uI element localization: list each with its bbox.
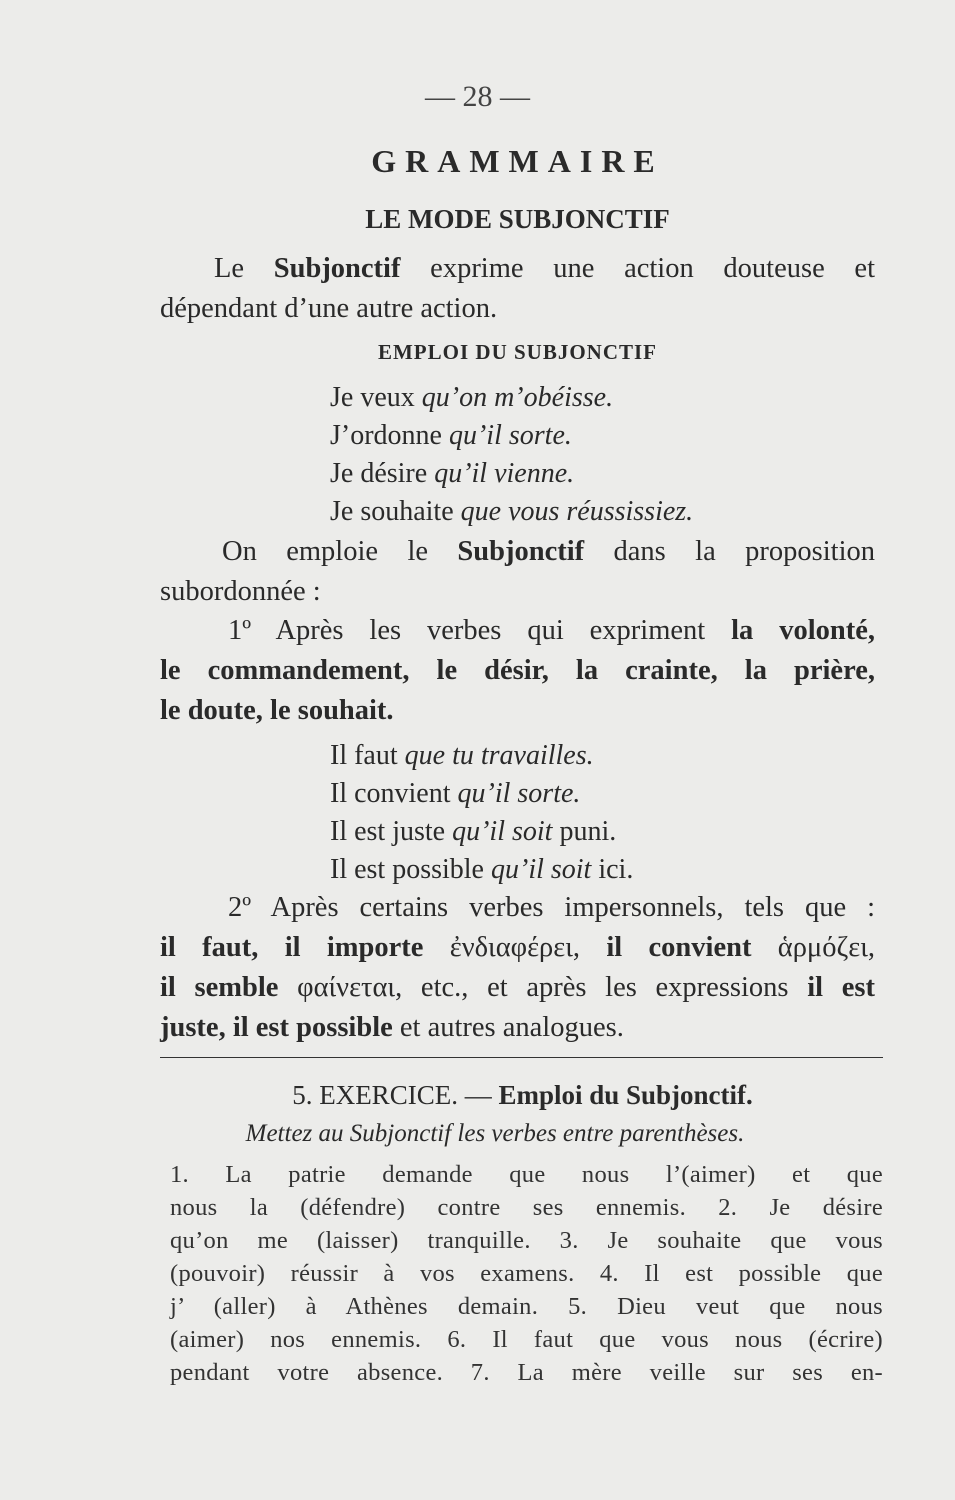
usage-line-2: subordonnée :	[160, 576, 321, 607]
usage-line-1: On emploie le Subjonctif dans la proposition	[222, 536, 875, 567]
chapter-heading: GRAMMAIRE	[371, 143, 664, 179]
example-line: Je souhaite que vous réussissiez.	[330, 496, 694, 527]
section-title: EMPLOI DU SUBJONCTIF	[377, 340, 658, 364]
exercise-line: qu’on me (laisser) tranquille. 3. Je souhaite que vous	[170, 1227, 883, 1254]
rule-2-line-1: 2º Après certains verbes impersonnels, tels que :	[228, 892, 875, 923]
rule-2-line-3: il semble φαίνεται, etc., et après les expressions il est	[160, 972, 875, 1003]
exercise-instruction: Mettez au Subjonctif les verbes entre parenthèses.	[245, 1120, 745, 1147]
intro-paragraph	[160, 249, 875, 329]
example-line: Je désire qu’il vienne.	[330, 458, 575, 489]
rule-1-paragraph	[160, 611, 875, 731]
intro-line-1: Le Subjonctif exprime une action douteuse et	[214, 253, 876, 284]
rule-1-line-3: le doute, le souhait.	[160, 695, 394, 726]
example-line: Il convient qu’il sorte.	[330, 778, 581, 809]
rule-2-paragraph	[160, 888, 875, 1048]
rule-1-line-1: 1º Après les verbes qui expriment la volonté,	[228, 615, 875, 646]
exercise-heading: 5. EXERCICE. — Emploi du Subjonctif.	[292, 1080, 753, 1110]
exercise-line: (aimer) nos ennemis. 6. Il faut que vous nous (écrire)	[170, 1326, 883, 1353]
exercise-line: (pouvoir) réussir à vos examens. 4. Il est possible que	[170, 1260, 883, 1287]
example-line: J’ordonne qu’il sorte.	[330, 420, 572, 451]
exercise-line: j’ (aller) à Athènes demain. 5. Dieu veut que nous	[170, 1293, 883, 1320]
rule-2-line-4: juste, il est possible et autres analogues.	[160, 1012, 624, 1043]
example-line: Il est possible qu’il soit ici.	[330, 854, 634, 885]
rule-1-line-2: le commandement, le désir, la crainte, la prière,	[160, 655, 875, 686]
example-line: Il est juste qu’il soit puni.	[330, 816, 617, 847]
page-number: — 28 —	[425, 80, 530, 113]
intro-line-2: dépendant d’une autre action.	[160, 293, 498, 324]
rule-2-line-2: il faut, il importe ἐνδιαφέρει, il convient ἁρμόζει,	[160, 932, 876, 963]
exercise-line: nous la (défendre) contre ses ennemis. 2. Je désire	[170, 1194, 883, 1221]
usage-paragraph	[160, 532, 875, 612]
exercise-line: pendant votre absence. 7. La mère veille sur ses en-	[170, 1359, 883, 1386]
exercise-line: 1. La patrie demande que nous l’(aimer) et que	[170, 1161, 883, 1188]
example-line: Il faut que tu travailles.	[330, 740, 594, 771]
section-subheading: LE MODE SUBJONCTIF	[365, 204, 670, 234]
exercise-text	[170, 1158, 883, 1389]
section-divider	[160, 1057, 883, 1058]
example-line: Je veux qu’on m’obéisse.	[330, 382, 614, 413]
